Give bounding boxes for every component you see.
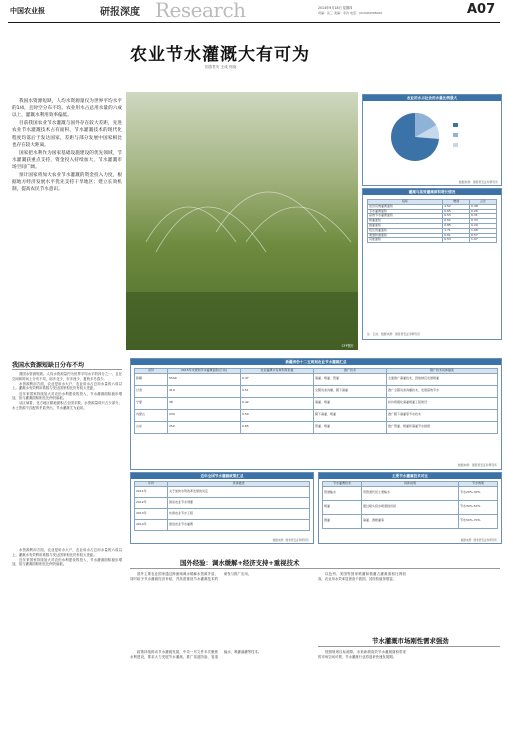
cell: 微灌 [323, 514, 362, 528]
cell: 喷灌面积 [368, 219, 443, 224]
cell: 0.65 [241, 421, 314, 433]
cell: 0.26 [470, 209, 497, 214]
table-note: 数据来源：国泰君安证券研究所 [457, 463, 497, 467]
cell: 2011年 [135, 486, 168, 497]
cell: 其他面积 [368, 238, 443, 243]
cell: 渠道防渗面积 [368, 233, 443, 238]
data-table [134, 481, 310, 531]
page-number: A07 [467, 2, 496, 17]
cell: 0.61 [443, 233, 470, 238]
cell: 滴灌、微喷灌等 [362, 514, 459, 528]
data-table [322, 481, 498, 529]
pie-chart [363, 101, 501, 173]
cell: 1.71 [443, 228, 470, 233]
col-header: 省份 [135, 369, 168, 374]
cell: 节水50%-70% [459, 514, 498, 528]
paragraph: 我国水资源短缺。人均水资源量约为世界平均水平的四分之一，且在空间和时间上分布不均，南多北少，东多西少，夏秋多冬春少。 [12, 372, 122, 381]
cell: 5500 [168, 373, 241, 385]
photo-caption: CFP图片 [341, 344, 354, 348]
section-text-continued [12, 548, 122, 740]
heading-rule [12, 369, 122, 370]
cell: 推广管灌、喷灌和滴灌节水措施 [387, 421, 498, 433]
cell: 管灌、喷灌 [314, 421, 387, 433]
intro-para: 预计国家将加大农业节水灌溉的资金投入力度，根据地方经济发展水平优先支持干旱地区；建立长效机制，提高农民节水意识。 [12, 172, 122, 193]
table-row [135, 497, 310, 508]
col-header: 具体描述 [168, 482, 310, 487]
heading-rule [318, 646, 500, 647]
cell: 山东 [135, 421, 168, 433]
cell: 国家农业节水纲要 [168, 497, 310, 508]
paragraph: 以色列、美国等国家喷灌和微灌占灌溉面积比例较高，农业用水效率显著高于我国，其经验值得借鉴。 [318, 572, 406, 581]
date-info: 2014年9月18日 星期四 [318, 6, 353, 10]
col-header: 节水灌溉技术 [323, 482, 362, 487]
heading-rule [130, 568, 500, 569]
cell: 低压管灌面积 [368, 228, 443, 233]
col-header: 2015年末规划节水灌溉面积(万亩) [168, 369, 241, 374]
cell: 农田有效灌溉面积 [368, 204, 443, 209]
col-header: 年份 [135, 482, 168, 487]
cell: 微灌面积 [368, 223, 443, 228]
cell: 2014年 [135, 519, 168, 530]
paragraph: 政策持续推动节水灌溉发展，中央一号文件多次聚焦水利建设，要求大力发展节水灌溉，推广渠道防渗、管道输水、喷灌滴灌等技术。 [130, 650, 262, 659]
table-irrigation-area [362, 188, 502, 340]
cell: 新疆 [135, 373, 168, 385]
masthead-rule [8, 22, 500, 23]
col-header: 推广技术 [314, 369, 387, 374]
section-cn: 研报深度 [100, 7, 140, 18]
col-header: 节水效果 [459, 482, 498, 487]
cell: 0.57 [470, 233, 497, 238]
table-row [135, 397, 498, 409]
table-policy [130, 472, 314, 544]
cell: 1.08 [470, 228, 497, 233]
cell: 0.31 [470, 214, 497, 219]
chart-title: 农业用水占社会用水量比例最大 [363, 95, 501, 101]
cell: 0.42 [241, 397, 314, 409]
col-header: 指标 [368, 200, 443, 205]
table-row [368, 238, 497, 243]
cell: 0.51 [241, 385, 314, 397]
table-row [135, 421, 498, 433]
paragraph: 近年来国家持续加大对农田水利建设的投入，节水灌溉面积稳步增加，但与灌溉面积相比比例仍偏低。 [12, 557, 122, 567]
cell: 推广膜下滴灌等节水技术 [387, 409, 498, 421]
paragraph: 按照规划目标测算，未来新增高效节水灌溉面积带来的市场空间可观，节水灌溉行业将迎来快速发展期。 [318, 650, 406, 659]
cell: 38 [168, 397, 241, 409]
cell: 滴灌、喷灌 [314, 397, 387, 409]
table-province-plan [130, 358, 502, 470]
table-row [323, 500, 498, 514]
col-header: 推广技术具体描述 [387, 369, 498, 374]
chart-water-use [362, 94, 502, 186]
cell: 2012年 [135, 497, 168, 508]
cell: 0.33 [470, 219, 497, 224]
data-table [367, 199, 497, 243]
paragraph: 从区域看，北方地区耕地面积占全国多数，水资源量却只占少部分，水土资源不匹配的矛盾突出，节水灌溉尤为迫切。 [12, 401, 122, 410]
cell: 410 [168, 385, 241, 397]
cell: 通过喷头将水喷洒到田间 [362, 500, 459, 514]
intro-para: 国家把水利作为国家基础设施建设的优先领域，节水灌溉获重点支持，资金投入持续加大，节水灌溉市场空间广阔。 [12, 150, 122, 171]
contact-info: 责编：张三 美编：李四 电话：(010)84395000 [318, 11, 383, 15]
cell: 节水30%-50% [459, 500, 498, 514]
cell: 管道输水 [323, 486, 362, 500]
section-text [130, 572, 500, 630]
col-header: 占比 [470, 200, 497, 205]
paragraph: 国外主要农业国家通过跨流域调水缓解水资源矛盾，同时给予节水灌溉经济补贴，并高度重视节水灌溉技术的研发与推广应用。 [130, 572, 252, 581]
section-text [12, 372, 122, 542]
cell: 喷灌 [323, 500, 362, 514]
cell: 0.85 [443, 223, 470, 228]
intro-text [12, 98, 122, 356]
masthead [0, 0, 508, 24]
section-en: Research [155, 0, 246, 22]
table-row [323, 514, 498, 528]
table-note: 注：亿亩；数据来源：国泰君安证券研究所 [367, 332, 421, 336]
cell: 扶持规模化滴灌喷灌工程建设 [387, 397, 498, 409]
cell: 0.29 [470, 223, 497, 228]
table-row [135, 486, 310, 497]
cell: 全面推广滴灌技术，因地制宜发展喷灌 [387, 373, 498, 385]
chart-source: 数据来源：国泰君安证券研究所 [458, 180, 498, 184]
table-title: 新疆省份十二五规划农业节水灌溉汇总 [131, 359, 501, 365]
intro-para: 目前我国农业节水灌溉与国外存在较大差距，先进农业节水灌溉技术占有面积、节水灌溉技术的现代化程度均落后于发达国家，差距与部分发展中国家相比也存在较大距离。 [12, 121, 122, 148]
table-title: 灌溉与高效灌溉面积增长情况 [363, 189, 501, 195]
paragraph: 水资源利用方面，农业是用水大户，农业用水占总用水量的六成以上。灌溉水有效利用系数与发达国家相比仍有较大差距。 [12, 381, 122, 391]
section-heading: 我国水资源短缺日分布不均 [12, 362, 85, 369]
table-row [135, 508, 310, 519]
intro-para: 我国水资源短缺，人均水资源量仅为世界平均水平的1/4，且时空分布不均。农业用水占总用水量的六成以上，灌溉水利用效率偏低。 [12, 99, 122, 119]
cell: 0.65 [443, 209, 470, 214]
cell: 宁夏 [135, 397, 168, 409]
paragraph: 近年来国家持续加大对农田水利建设的投入，节水灌溉面积稳步增加，但与灌溉面积相比比例仍偏低。 [12, 391, 122, 401]
cell: 高效节水灌溉面积 [368, 214, 443, 219]
field-photo [126, 92, 358, 350]
cell: 0.53 [443, 238, 470, 243]
cell: 230 [168, 409, 241, 421]
section-heading: 节水灌溉市场刚性需求强劲 [372, 637, 449, 645]
col-header: 具体说明 [362, 482, 459, 487]
cell: 0.48 [470, 204, 497, 209]
article-title: 农业节水灌溉大有可为 [130, 45, 310, 65]
col-header: 农业灌溉水有效利用系数 [241, 369, 314, 374]
table-row [135, 373, 498, 385]
table-techniques [318, 472, 502, 544]
cell: 节水灌溉面积 [368, 209, 443, 214]
table-note: 数据来源：国泰君安证券研究所 [272, 539, 309, 542]
data-table [134, 368, 498, 434]
cell: 节水20%-30% [459, 486, 498, 500]
paragraph: 水资源利用方面，农业是用水大户，农业用水占总用水量的六成以上。灌溉水有效利用系数与发达国家相比仍有较大差距。 [12, 548, 122, 557]
cell: 用管道代替土渠输水 [362, 486, 459, 500]
cell: 膜下滴灌、喷灌 [314, 409, 387, 421]
paper-logo: 中国农业报 [10, 6, 45, 15]
cell: 推广全膜双垄沟播技术，发展高效节水 [387, 385, 498, 397]
cell: 0.53 [443, 214, 470, 219]
cell: 2013年 [135, 508, 168, 519]
section-heading: 国外经验：调水缓解+经济支持+重视技术 [180, 559, 300, 567]
cell: 内蒙古 [135, 409, 168, 421]
cell: 甘肃 [135, 385, 168, 397]
table-note: 数据来源：国泰君安证券研究所 [460, 539, 497, 542]
cell: 0.50 [241, 409, 314, 421]
table-row [135, 385, 498, 397]
section-text [130, 650, 500, 740]
table-title: 主要节水灌溉技术对比 [319, 473, 501, 479]
col-header: 增速 [443, 200, 470, 205]
cell: 0.62 [443, 219, 470, 224]
table-row [135, 519, 310, 530]
sprinkler-illustration [126, 92, 358, 350]
cell: 250 [168, 421, 241, 433]
cell: 0.47 [241, 373, 314, 385]
table-row [135, 409, 498, 421]
table-row [323, 486, 498, 500]
cell: 1.52 [443, 204, 470, 209]
cell: 关于加快水利改革发展的决定 [168, 486, 310, 497]
cell: 实施农业节水工程 [168, 508, 310, 519]
byline: 国泰君安 王成 肖晓 [205, 65, 237, 69]
cell: 全膜双垄沟播、膜下滴灌 [314, 385, 387, 397]
table-title: 近年全国节水灌溉政策汇总 [131, 473, 313, 479]
cell: 滴灌、喷灌、管灌 [314, 373, 387, 385]
cell: 1.07 [470, 238, 497, 243]
cell: 推进农业节水灌溉 [168, 519, 310, 530]
